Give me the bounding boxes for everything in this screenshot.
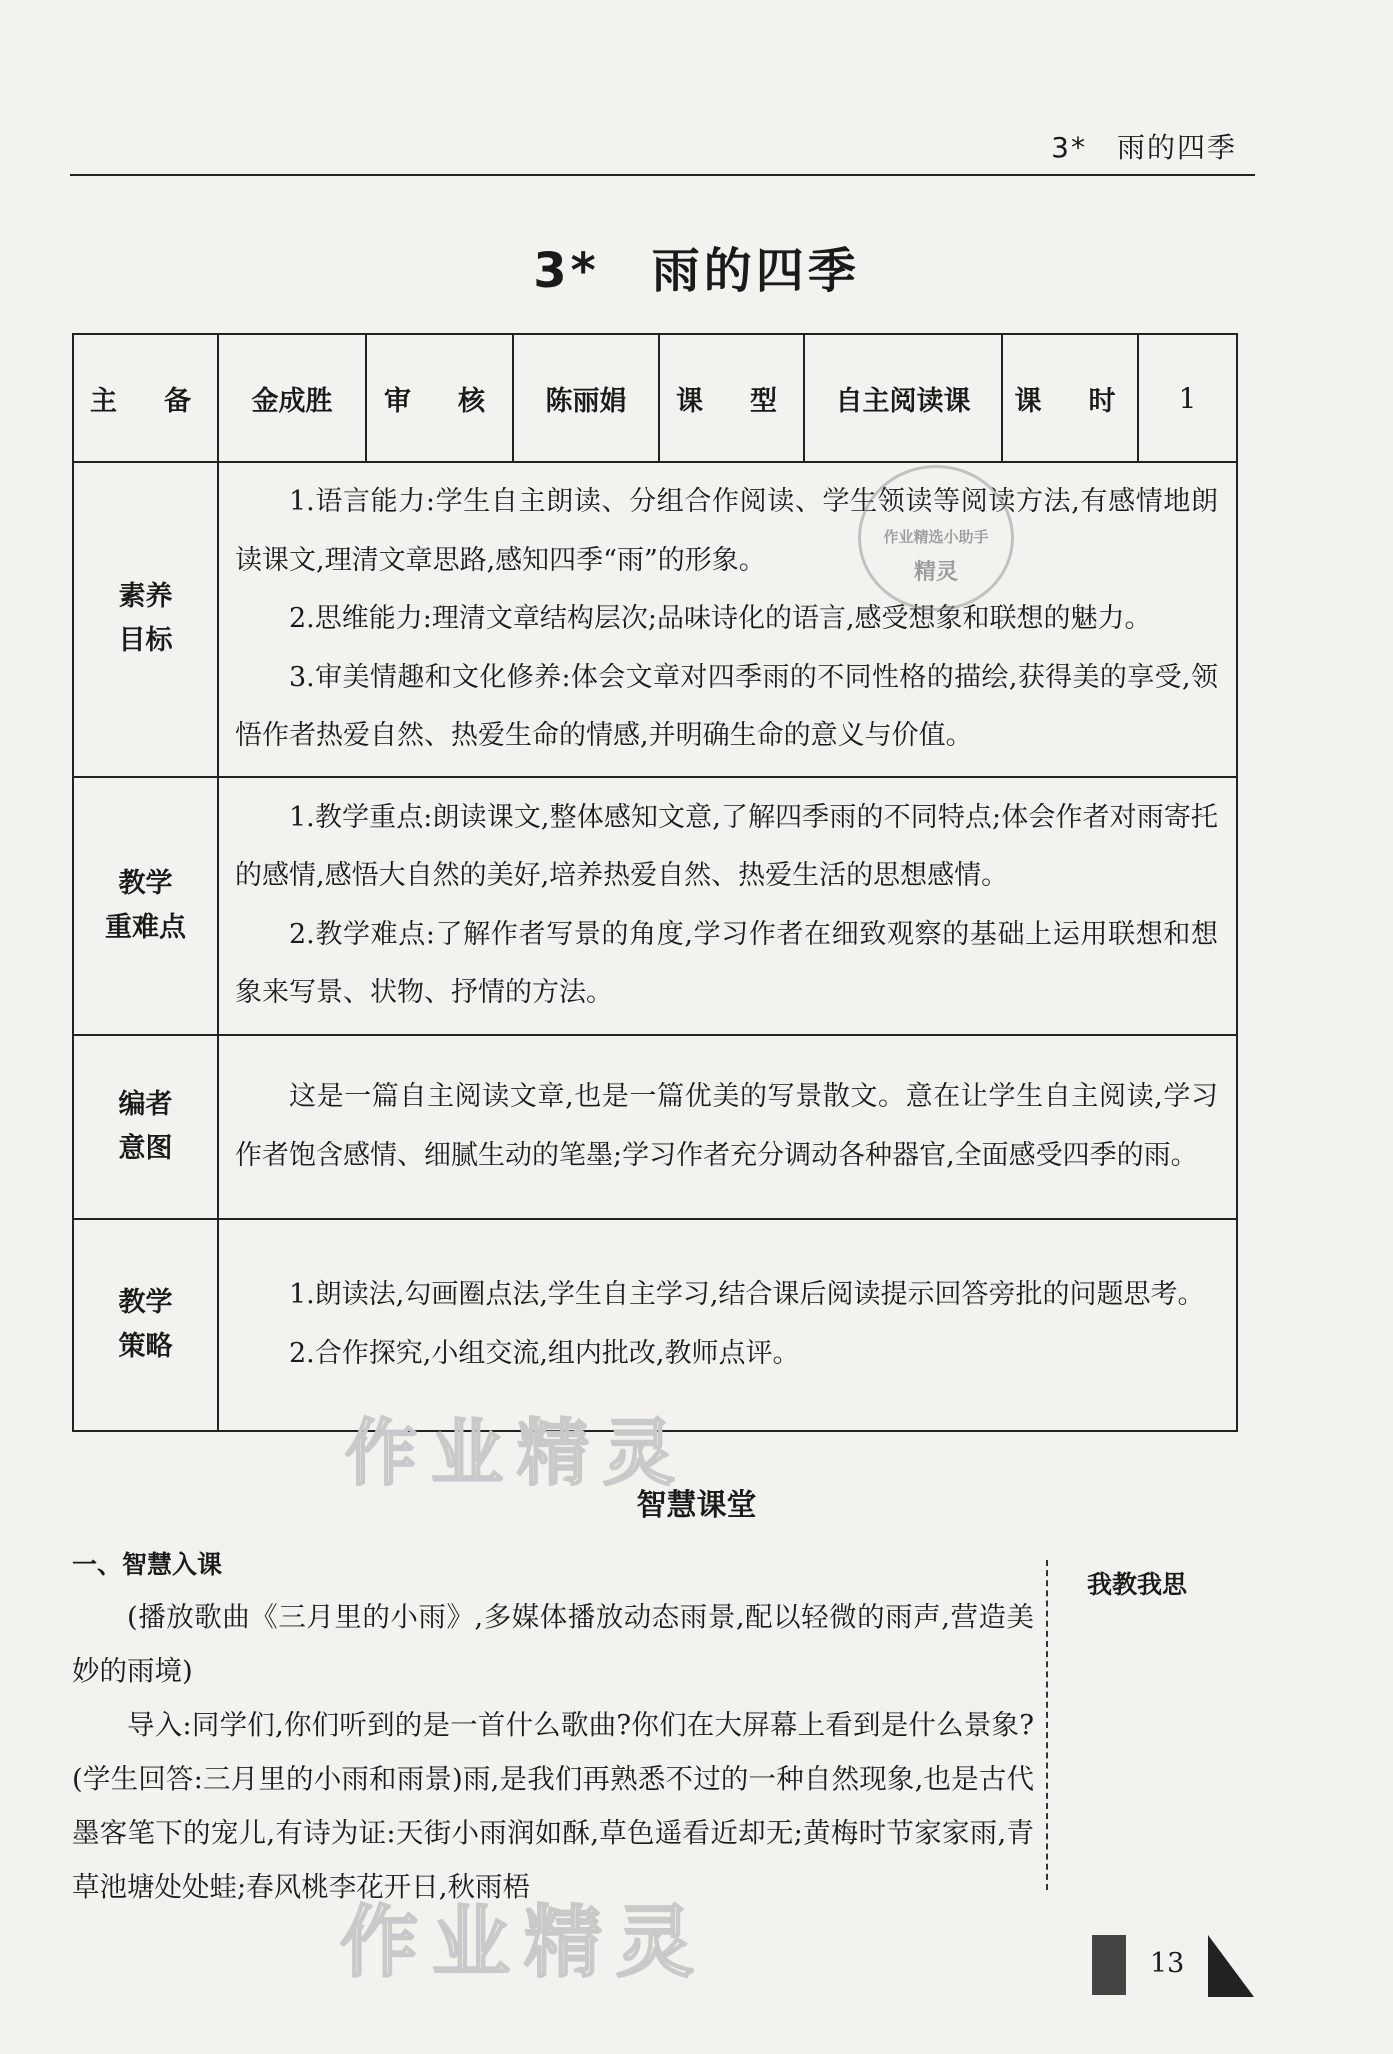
row-paragraph: 1.教学重点:朗读课文,整体感知文意,了解四季雨的不同特点;体会作者对雨寄托的感情,感悟大自然的美好,培养热爱自然、热爱生活的思想感情。: [235, 801, 1218, 891]
row-paragraph: 3.审美情趣和文化修养:体会文章对四季雨的不同性格的描绘,获得美的享受,领悟作者热爱自然、热爱生命的情感,并明确生命的意义与价值。: [235, 661, 1218, 751]
stamp-top-text: 作业精选小助手: [883, 528, 989, 546]
body-paragraph: (播放歌曲《三月里的小雨》,多媒体播放动态雨景,配以轻微的雨声,营造美妙的雨境): [72, 1601, 1034, 1687]
table-row: [73, 462, 1237, 777]
footer-bar: [1092, 1935, 1126, 1995]
page-number: 13: [1150, 1948, 1185, 1979]
running-header: [70, 118, 1255, 176]
row-paragraph: 2.教学难点:了解作者写景的角度,学习作者在细致观察的基础上运用联想和想象来写景、状物、抒情的方法。: [235, 918, 1218, 1008]
kexing-label: 课 型: [659, 334, 804, 462]
row-paragraph: 这是一篇自主阅读文章,也是一篇优美的写景散文。意在让学生自主阅读,学习作者饱含感情、细腻生动的笔墨;学习作者充分调动各种器官,全面感受四季的雨。: [235, 1081, 1218, 1171]
section-body: [72, 1590, 1034, 1914]
row-label: 教学 策略: [73, 1219, 218, 1431]
running-header-title: 3* 雨的四季: [1051, 131, 1237, 164]
shenhe-value: 陈丽娟: [513, 334, 659, 462]
keshi-value: 1: [1138, 334, 1237, 462]
row-body: [218, 462, 1237, 777]
row-paragraph: 2.思维能力:理清文章结构层次;品味诗化的语言,感受想象和联想的魅力。: [289, 603, 1152, 634]
table-row: [73, 1035, 1237, 1219]
lesson-title: 3* 雨的四季: [533, 243, 860, 299]
side-note-title: 我教我思: [1087, 1570, 1188, 1599]
shenhe-label: 审 核: [366, 334, 513, 462]
stamp: [858, 465, 1014, 611]
section-subheading: 一、智慧入课: [72, 1550, 223, 1579]
lesson-info-table: [72, 333, 1238, 1432]
row-label: 教学 重难点: [73, 777, 218, 1035]
row-body: [218, 777, 1237, 1035]
zhubei-label: 主 备: [73, 334, 218, 462]
corner-triangle-icon: [1208, 1935, 1254, 1997]
section-title: 智慧课堂: [636, 1488, 757, 1523]
kexing-value: 自主阅读课: [804, 334, 1002, 462]
keshi-label: 课 时: [1002, 334, 1138, 462]
stamp-bottom-text: 精灵: [913, 560, 958, 585]
row-label: 素养 目标: [73, 462, 218, 777]
row-paragraph: 1.语言能力:学生自主朗读、分组合作阅读、学生领读等阅读方法,有感情地朗读课文,理清文章思路,感知四季“雨”的形象。: [235, 486, 1218, 576]
table-row: [73, 777, 1237, 1035]
body-paragraph: 导入:同学们,你们听到的是一首什么歌曲?你们在大屏幕上看到是什么景象?(学生回答:三月里的小雨和雨景)雨,是我们再熟悉不过的一种自然现象,也是古代墨客笔下的宠儿,有诗为证:天街小雨润如酥,草色遥看近却无;黄梅时节家家雨,青草池塘处处蛙;春风桃李花开日,秋雨梧: [72, 1709, 1034, 1903]
row-label: 编者 意图: [73, 1035, 218, 1219]
row-body: [218, 1035, 1237, 1219]
watermark: 作业精灵: [345, 1411, 690, 1495]
row-paragraph: 2.合作探究,小组交流,组内批改,教师点评。: [289, 1337, 800, 1369]
row-paragraph: 1.朗读法,勾画圈点法,学生自主学习,结合课后阅读提示回答旁批的问题思考。: [289, 1279, 1205, 1310]
watermark: 作业精灵: [340, 1898, 709, 1988]
margin-divider: [1046, 1560, 1048, 1890]
table-header-row: [73, 334, 1237, 462]
zhubei-value: 金成胜: [218, 334, 366, 462]
